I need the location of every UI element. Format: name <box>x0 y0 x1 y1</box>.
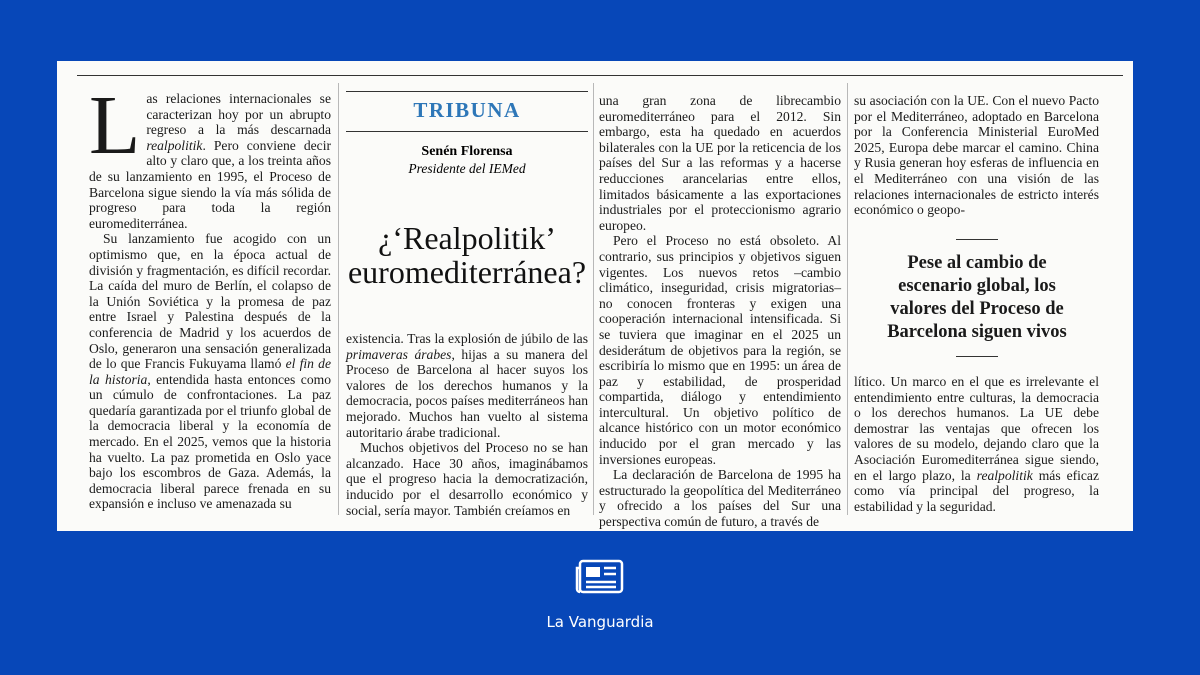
paragraph: Muchos objetivos del Proceso no se han alcanzado. Hace 30 años, imaginábamos que el progreso hacia la democratización, inducido por el desarrollo económico y social, sería mayor. También creíamos en <box>346 440 588 518</box>
author-role: Presidente del IEMed <box>408 161 526 176</box>
newspaper-clipping <box>57 61 1133 531</box>
author-name: Senén Florensa <box>421 144 513 159</box>
column-divider <box>338 83 339 515</box>
section-label: TRIBUNA <box>413 98 521 122</box>
newspaper-icon <box>574 558 626 596</box>
article-column-4-continued <box>854 374 1099 514</box>
article-column-3 <box>599 93 841 530</box>
drop-cap: L <box>89 79 141 172</box>
paragraph: Pero el Proceso no está obsoleto. Al contrario, sus principios y objetivos siguen vigentes. Los nuevos retos –cambio climático, inseguridad, crisis migratorias– no conocen fronteras y exigen una cooperación internacional intensificada. Si se tuviera que imaginar en el 2025 un desiderátum de objetivos para la región, se escribiría lo mismo que en 1995: un área de paz y estabilidad, de prosperidad compartida, diálogo y entendimiento intercultural. Un objetivo político de alcance histórico con un motor económico inducido por el gran mercado y las inversiones europeas. <box>599 233 841 467</box>
article-column-2 <box>346 331 588 518</box>
source-name[interactable]: La Vanguardia <box>546 613 654 631</box>
article-header <box>346 91 588 289</box>
pull-quote-rule <box>956 239 998 240</box>
column-divider <box>847 83 848 515</box>
article-column-4 <box>854 93 1099 218</box>
paragraph: Su lanzamiento fue acogido con un optimismo que, en la época actual de división y fragmentación, es difícil recordar. La caída del muro de Berlín, el colapso de la Unión Soviética y la promesa de paz entre Israel y Palestina después de la conferencia de Madrid y los acuerdos de Oslo, generaron una sensación generalizada de lo que Francis Fukuyama llamó el fin de la historia, entendida hasta entonces como un cúmulo de confrontaciones. La paz quedaría garantizada por el triunfo global de la democracia liberal y la economía de mercado. En el 2025, vemos que la historia ha vuelto. La paz prometida en Oslo yace bajo los escombros de Gaza. Además, la democracia liberal parece frenada en su expansión e incluso ve amenazada su <box>89 231 331 512</box>
paragraph-text: as relaciones internacionales se caracterizan hoy por un abrupto regreso a la más descarnada realpolitik. Pero conviene decir alto y claro que, a los treinta años de su lanzamiento en 1995, el Proceso de Barcelona sigue siendo la vía más sólida de progreso para toda la región euromediterránea. <box>89 91 331 231</box>
headline: ¿‘Realpolitik’ euromediterránea? <box>347 220 587 290</box>
paragraph: existencia. Tras la explosión de júbilo de las primaveras árabes, hijas a su manera del Proceso de Barcelona al hacer suyos los valores de los derechos humanos y la democracia, pocos países mediterráneos han mejorado. Muchos han vuelto al sistema autoritario árabe tradicional. <box>346 331 589 440</box>
article-column-1 <box>89 79 331 512</box>
paragraph: su asociación con la UE. Con el nuevo Pacto por el Mediterráneo, adoptado en Barcelona por la Conferencia Ministerial EuroMed 2025, Europa debe marcar el camino. China y Rusia generan hoy esferas de influencia en el Mediterráneo con una visión de las relaciones internacionales de estricto interés económico o geopo- <box>854 93 1099 218</box>
top-rule <box>77 75 1123 76</box>
paragraph: lítico. Un marco en el que es irrelevante el entendimiento entre culturas, la democracia o los derechos humanos. La UE debe demostrar las ventajas que ofrecen los valores de su modelo, dejando claro que la Asociación Euromediterránea sigue siendo, en el largo plazo, la realpolitik más eficaz como vía principal del progreso, la estabilidad y la seguridad. <box>854 374 1100 514</box>
pull-quote-text: Pese al cambio de escenario global, los valores del Proceso de Barcelona siguen vivos <box>887 253 1067 342</box>
source-footer <box>0 558 1200 631</box>
paragraph: una gran zona de librecambio euromediterráneo para el 2012. Sin embargo, esta ha quedado en acuerdos bilaterales con la UE por la reticencia de los países del Sur a las reformas y a hacerse reducciones arancelarias entre ellos, limitados básicamente a las exportaciones industriales por el proteccionismo agrario europeo. <box>599 93 841 233</box>
pull-quote-rule <box>956 356 998 357</box>
paragraph: La declaración de Barcelona de 1995 ha estructurado la geopolítica del Mediterráneo y ofrecido a los países del Sur una perspectiva común de futuro, a través de <box>599 467 841 530</box>
section-rule-bottom <box>346 131 588 132</box>
column-divider <box>593 83 594 515</box>
paragraph <box>89 79 331 231</box>
pull-quote <box>872 239 1082 357</box>
